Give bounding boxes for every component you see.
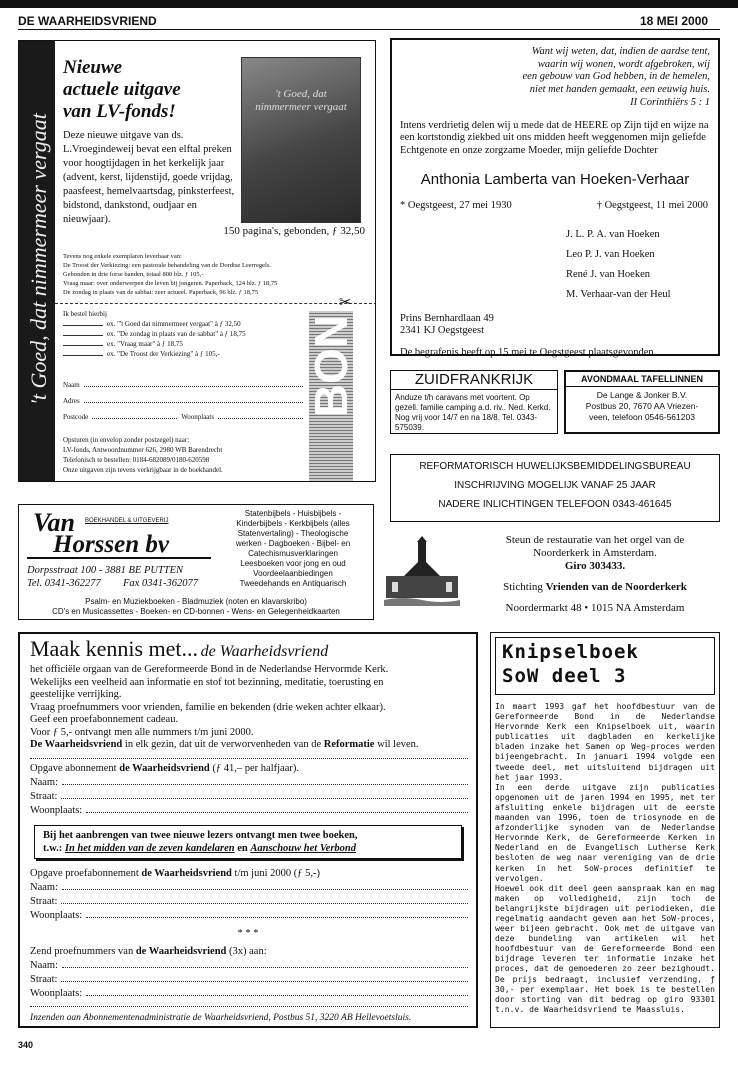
divider <box>30 1006 468 1007</box>
proefabonnement-section: Opgave proefabonnement de Waarheidsvriend t/m juni 2000 (ƒ 5,-) Naam: Straat: Woonplaats: <box>30 867 468 922</box>
ad-extras: Tevens nog enkele exemplaren leverbaar van: De Troost der Verkiezing: een pastorale behandeling van de Dordtse Leerregels. Gebonden in drie forse banden, totaal 800 blz. ƒ 105,- Vraag maar: over onderwerpen die leven bij jongeren. Paperback, 124 blz. ƒ 18,75 De zondag in plaats van de sabbat: zeer actueel. Paperback, 96 blz. ƒ 18,75 <box>63 253 278 296</box>
knipselboek-text: In maart 1993 gaf het hoofdbestuur van de Gereformeerde Bond in de Nederlandse Hervormde Kerk een Knipselboek uit, waarin publicaties uit dagbladen en kerkelijke bladen inzake het Samen op Weg-proces werden bijeengebracht. In januari 1994 volgde een tweede deel, met uitsluitend bijdragen uit het jaar 1993. In een derde uitgave zijn publicaties opgenomen uit de jaren 1994 en 1995, met ter afsluiting enkele bijdragen uit de eerste maanden van 1996, toen de triosynode en de afzonderlijke synoden van de Nederlandse Hervormde Kerk, de Gereformeerde Kerken in Nederland en de Evangelisch Lutherse Kerk besloten de weg naar vereniging van de drie kerken in het SoW-proces definitief te vervolgen. Hoewel ook dit deel geen aanspraak kan en mag maken op volledigheid, zijn toch de belangrijkste bijdragen uit periodieken, die regelmatig aandacht geven aan het SoW-proces, weer bijeen gebracht. Ook met de uitgave van deze bundeling van artikelen wil het hoofdbestuur van de Gereformeerde Bond een bijdrage leveren ter informatie inzake het proces, dat de gemoederen zo zeer bezighoudt. De prijs bedraagt, inclusief verzending, ƒ 30,- per exemplaar. Het boek is te bestellen door storting van dit bedrag op giro 93301 t.n.v. de Waarheidsvriend te Maassluis. <box>495 701 715 1014</box>
postcode-field[interactable] <box>92 409 177 419</box>
obituary-address: Prins Bernhardlaan 49 2341 KJ Oegstgeest <box>400 313 494 336</box>
horssen-address: Dorpsstraat 100 - 3881 BE PUTTEN <box>27 565 184 576</box>
horssen-logo-rule <box>27 557 211 559</box>
maak-kennis-subscription-form <box>18 632 478 1028</box>
noorderkerk-text: Steun de restauratie van het orgel van de Noorderkerk in Amsterdam. Giro 303433. Stichting Vrienden van de Noorderkerk Noordermarkt 48 • 1015 NA Amsterdam <box>472 534 718 615</box>
horssen-logo-main: Horssen bv <box>53 531 169 558</box>
ad-side-band <box>19 41 55 482</box>
abonnement-name-field[interactable] <box>62 775 468 785</box>
qty-blank[interactable] <box>63 345 103 346</box>
noorderkerk-church-illustration <box>384 536 460 606</box>
knipselboek-title-box: Knipselboek SoW deel 3 <box>495 637 715 695</box>
zuidfrankrijk-title: ZUIDFRANKRIJK <box>391 371 557 390</box>
avondmaal-body: De Lange & Jonker B.V. Postbus 20, 7670 AA Vriezen- veen, telefoon 0546-561203 <box>585 390 699 422</box>
abonnement-section: Opgave abonnement de Waarheidsvriend (ƒ 41,– per halfjaar). Naam: Straat: Woonplaats: <box>30 762 468 817</box>
lv-fonds-ad <box>18 40 376 482</box>
ad-footer: Opsturen (in envelop zonder postzegel) naar: LV-fonds, Antwoordnummer 626, 2980 WB Barendrecht Telefonisch te bestellen: 0184-682089/0180-620598 Onze uitgaven zijn tevens verkrijgbaar in de boekhandel. <box>63 436 223 474</box>
form-heading: Maak kennis met... de Waarheidsvriend <box>30 636 329 661</box>
horssen-logo-van: Van <box>33 508 75 537</box>
life-dates <box>400 200 708 211</box>
header-rule <box>18 29 720 30</box>
issue-date: 18 MEI 2000 <box>640 14 709 28</box>
avondmaal-ad <box>564 370 720 434</box>
horssen-fax: Fax 0341-362077 <box>123 578 198 589</box>
zuidfrankrijk-body: Anduze t/h caravans met voortent. Op gezell. familie camping a.d. riv.. Ned. Kerkd. Nog vrij voor 14/7 en na 18/8. Tel. 0343-575039. <box>395 393 551 432</box>
form-intro: het officiële orgaan van de Gereformeerde Bond in de Nederlandse Hervormde Kerk. Wekelijks een veelheid aan informatie en stof tot bezinning, meditatie, toerusting en geestelijke verrijking. Vraag proefnummers voor vrienden, familie en bekenden (drie weken achter elkaar). Geef een proefabonnement cadeau. Voor ƒ 5,- ontvangt men alle nummers t/m juni 2000. De Waarheidsvriend in elk gezin, dat uit de verworvenheden van de Reformatie wil leven. <box>30 664 468 752</box>
section-stars: * * * <box>237 927 259 939</box>
promo-box: Bij het aanbrengen van twee nieuwe lezers ontvangt men twee boeken, t.w.: In het midden van de zeven kandelaren en Aanschouw het Verbond <box>34 825 462 859</box>
abonnement-city-field[interactable] <box>86 803 468 813</box>
funeral-note: De begrafenis heeft op 15 mei te Oegstgeest plaatsgevonden. <box>400 347 657 358</box>
zuidfrankrijk-ad <box>390 370 558 434</box>
deceased-name: Anthonia Lamberta van Hoeken-Verhaar <box>420 171 690 188</box>
divider <box>30 758 468 759</box>
noorderkerk-stichting: Stichting Vrienden van de Noorderkerk <box>503 581 687 593</box>
bon-coupon-stamp <box>305 311 357 482</box>
bible-verse: Want wij weten, dat, indien de aardse tent, waarin wij wonen, wordt afgebroken, wij een gebouw van God hebben, in de hemelen, niet met handen gemaakt, een eeuwig huis. II Corinthiërs 5 : 1 <box>392 46 710 110</box>
horssen-logo-sub: BOEKHANDEL & UITGEVERIJ <box>85 518 169 524</box>
form-slogan: De Waarheidsvriend in elk gezin, dat uit de verworvenheden van de Reformatie wil leven. <box>30 739 419 750</box>
church-icon <box>384 536 460 606</box>
obituary-intro: Intens verdrietig delen wij u mede dat de HEERE op Zijn tijd en wijze na een kortstondig ziekbed uit ons midden heeft weggenomen mijn geliefde Echtgenote en onze zorgzame Moeder, mijn geliefde Dochter <box>400 119 709 156</box>
qty-blank[interactable] <box>63 325 103 326</box>
proef-street-field[interactable] <box>61 894 468 904</box>
birth-date: * Oegstgeest, 27 mei 1930 <box>400 200 512 211</box>
scissors-icon: ✂ <box>339 295 352 311</box>
verse-reference: II Corinthiërs 5 : 1 <box>630 97 710 108</box>
ad-body: Deze nieuwe uitgave van ds. L.Vroegindeweij bevat een elftal preken voor hoogtijdagen in het kerkelijk jaar (advent, kerst, lijdenstijd, goede vrijdag, paasfeest, hemelvaartsdag, pinksterfeest, bidstond, dankstond, oudjaar en nieuwjaar). <box>63 130 235 225</box>
avondmaal-title: AVONDMAAL TAFELLINNEN <box>566 372 718 387</box>
horssen-phone: Tel. 0341-362277 <box>27 578 101 589</box>
qty-blank[interactable] <box>63 335 103 336</box>
van-horssen-ad <box>18 504 374 620</box>
order-fields: Naam Adres Postcode Woonplaats <box>63 377 303 425</box>
obituary-notice <box>390 38 720 356</box>
ad-side-text: 't Goed, dat nimmermeer vergaat <box>26 113 51 405</box>
zend-city-field[interactable] <box>86 986 468 996</box>
zend-name-field[interactable] <box>62 958 468 968</box>
family-names: J. L. P. A. van Hoeken Leo P. J. van Hoeken René J. van Hoeken M. Verhaar-van der Heul <box>566 229 671 300</box>
ad-price: 150 pagina's, gebonden, ƒ 32,50 <box>223 225 365 237</box>
address-field[interactable] <box>84 393 303 403</box>
name-field[interactable] <box>84 377 303 387</box>
page-number: 340 <box>18 1040 34 1050</box>
bon-label: BON <box>305 315 357 418</box>
knipselboek-announcement <box>490 632 720 1028</box>
proef-name-field[interactable] <box>62 880 468 890</box>
ad-title: Nieuwe actuele uitgave van LV-fonds! <box>63 57 181 122</box>
horssen-product-list: Statenbijbels - Huisbijbels - Kinderbijbels - Kerkbijbels (alles Statenvertaling) - Theologische werken - Dagboeken - Bijbel- en Catechismusverklaringen Leesboeken voor jong en oud Voordeelaanbiedingen Tweedehands en Antiquarisch <box>235 509 351 588</box>
paper-name: DE WAARHEIDSVRIEND <box>18 14 157 28</box>
horssen-bottom-lines: Psalm- en Muziekboeken - Bladmuziek (noten en klavarskribo) CD's en Musicassettes - Boeken- en CD-bonnen - Wens- en Gelegenheidkaarten <box>52 597 340 616</box>
proef-city-field[interactable] <box>86 908 468 918</box>
book-cover-image <box>241 57 361 223</box>
form-footer: Inzenden aan Abonnementenadministratie de Waarheidsvriend, Postbus 51, 3220 AB Hellevoetsluis. <box>30 1012 412 1023</box>
masthead <box>0 0 738 8</box>
order-form: Ik bestel hierbij ex. "'t Goed dat nimmermeer vergaat" à ƒ 32,50 ex. "De zondag in plaats van de sabbat" à ƒ 18,75 ex. "Vraag maar" à ƒ 18,75 ex. "De Troost der Verkiezing" à ƒ 105,- <box>63 310 246 358</box>
noorderkerk-address: Noordermarkt 48 • 1015 NA Amsterdam <box>505 602 685 614</box>
huwelijksbemiddeling-ad: REFORMATORISCH HUWELIJKSBEMIDDELINGSBUREAU INSCHRIJVING MOGELIJK VANAF 25 JAAR NADERE INLICHTINGEN TELEFOON 0343-461645 <box>390 454 720 522</box>
city-field[interactable] <box>218 409 303 419</box>
abonnement-street-field[interactable] <box>61 789 468 799</box>
zend-street-field[interactable] <box>61 972 468 982</box>
book-cover-title: 't Goed, dat nimmermeer vergaat <box>255 88 347 113</box>
noorderkerk-ad <box>384 530 720 622</box>
death-date: † Oegstgeest, 11 mei 2000 <box>596 200 708 211</box>
noorderkerk-giro: Giro 303433. <box>564 560 626 572</box>
cut-line <box>55 303 376 304</box>
qty-blank[interactable] <box>63 355 103 356</box>
proefnummers-section: Zend proefnummers van de Waarheidsvriend (3x) aan: Naam: Straat: Woonplaats: <box>30 945 468 1000</box>
